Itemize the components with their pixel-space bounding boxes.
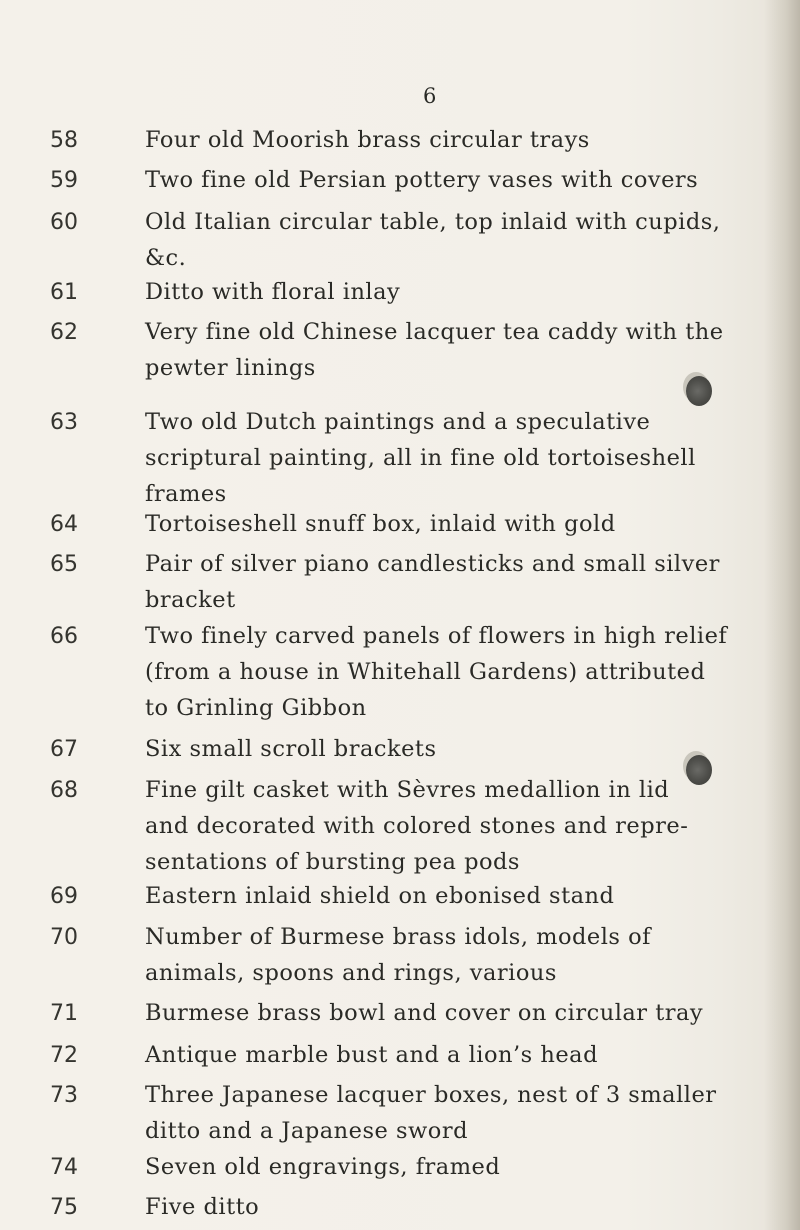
lot-number: 65 (50, 552, 78, 577)
page-number: 6 (423, 84, 437, 108)
lot-description-line: (from a house in Whitehall Gardens) attributed (145, 659, 706, 685)
lot-number: 69 (50, 884, 78, 909)
page-edge-shadow (764, 0, 800, 1230)
lot-description-line: bracket (145, 587, 236, 613)
lot-description-line: animals, spoons and rings, various (145, 960, 557, 986)
lot-description-line: Eastern inlaid shield on ebonised stand (145, 883, 615, 909)
lot-number: 61 (50, 280, 78, 305)
lot-description-line: ditto and a Japanese sword (145, 1118, 468, 1144)
lot-description-line: Burmese brass bowl and cover on circular tray (145, 1000, 704, 1026)
binding-hole-lower (686, 755, 712, 785)
lot-description-line: Seven old engravings, framed (145, 1154, 501, 1180)
lot-number: 62 (50, 320, 78, 345)
lot-number: 64 (50, 512, 78, 537)
lot-description-line: Ditto with floral inlay (145, 279, 401, 305)
lot-description-line: Old Italian circular table, top inlaid with cupids, (145, 209, 721, 235)
lot-description-line: Four old Moorish brass circular trays (145, 127, 590, 153)
lot-description-line: to Grinling Gibbon (145, 695, 367, 721)
lot-description-line: Two old Dutch paintings and a speculative (145, 409, 651, 435)
lot-description-line: sentations of bursting pea pods (145, 849, 520, 875)
lot-description-line: frames (145, 481, 227, 507)
lot-description-line: Two fine old Persian pottery vases with covers (145, 167, 699, 193)
lot-description-line: Tortoiseshell snuff box, inlaid with gold (145, 511, 616, 537)
lot-description-line: Six small scroll brackets (145, 736, 437, 762)
lot-number: 68 (50, 778, 78, 803)
lot-description-line: Two finely carved panels of flowers in high relief (145, 623, 728, 649)
lot-number: 71 (50, 1001, 78, 1026)
lot-number: 74 (50, 1155, 78, 1180)
lot-number: 70 (50, 925, 78, 950)
lot-number: 58 (50, 128, 78, 153)
lot-description-line: Very fine old Chinese lacquer tea caddy with the (145, 319, 724, 345)
lot-number: 63 (50, 410, 78, 435)
lot-description-line: Three Japanese lacquer boxes, nest of 3 smaller (145, 1082, 717, 1108)
lot-description-line: and decorated with colored stones and repre- (145, 813, 689, 839)
lot-description-line: Antique marble bust and a lion’s head (145, 1042, 598, 1068)
lot-description-line: &c. (145, 245, 187, 271)
lot-description-line: Five ditto (145, 1194, 260, 1220)
lot-number: 75 (50, 1195, 78, 1220)
lot-number: 72 (50, 1043, 78, 1068)
lot-description-line: scriptural painting, all in fine old tortoiseshell (145, 445, 696, 471)
lot-number: 67 (50, 737, 78, 762)
binding-hole-upper (686, 376, 712, 406)
lot-number: 66 (50, 624, 78, 649)
lot-number: 59 (50, 168, 78, 193)
lot-description-line: pewter linings (145, 355, 316, 381)
lot-description-line: Number of Burmese brass idols, models of (145, 924, 651, 950)
lot-description-line: Pair of silver piano candlesticks and small silver (145, 551, 720, 577)
lot-number: 73 (50, 1083, 78, 1108)
lot-number: 60 (50, 210, 78, 235)
lot-description-line: Fine gilt casket with Sèvres medallion in lid (145, 777, 670, 803)
